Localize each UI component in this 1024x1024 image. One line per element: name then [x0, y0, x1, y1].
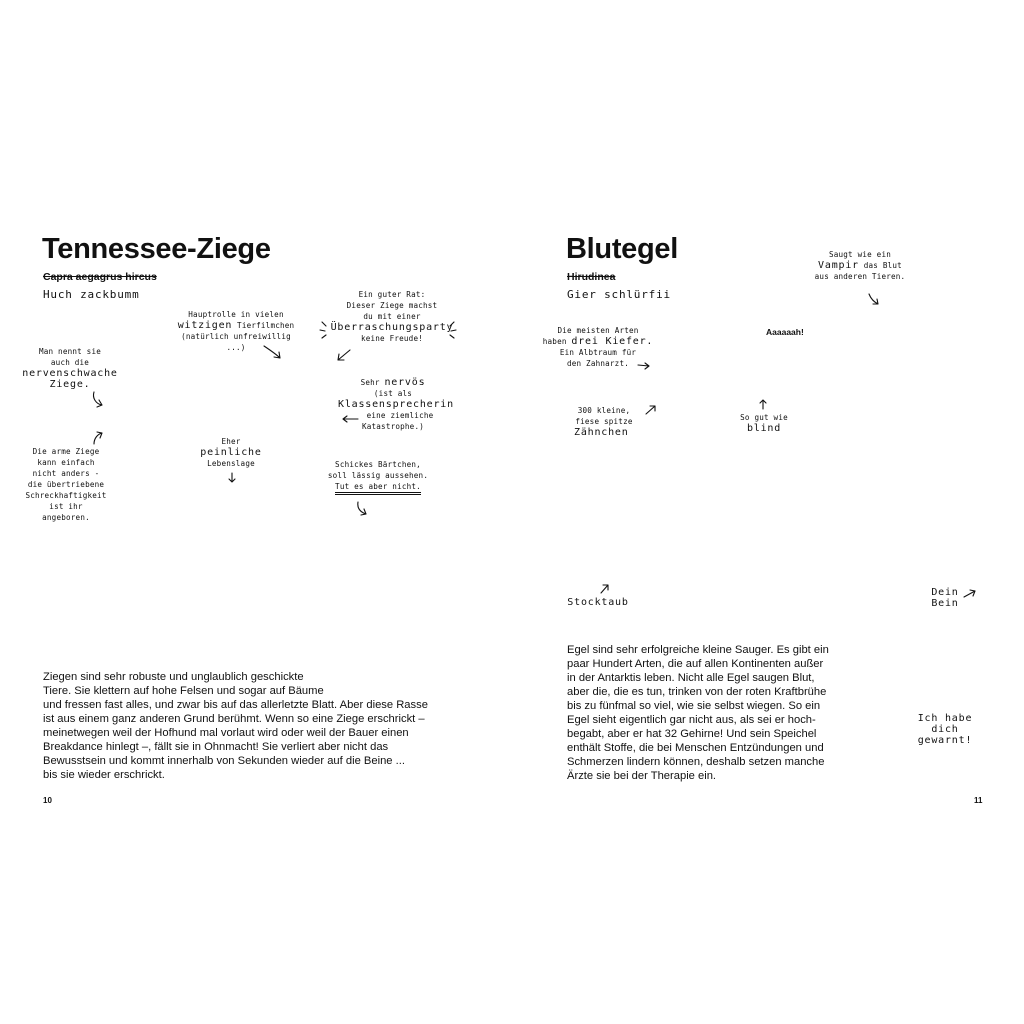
note-line: Dieser Ziege machst — [346, 301, 438, 310]
note-line: Saugt wie ein — [828, 250, 892, 259]
arrow-icon — [962, 588, 978, 600]
note-line: Ein Albtraum für — [559, 348, 637, 357]
note-line: das Blut — [863, 261, 902, 270]
note-line: aus anderen Tieren. — [814, 272, 906, 281]
body-line: bis sie wieder erschrickt. — [43, 769, 165, 781]
right-title: Blutegel — [566, 233, 678, 265]
note-line: 300 kleine, — [577, 406, 631, 415]
arrow-icon — [866, 292, 882, 308]
body-line: Egel sieht eigentlich gar nicht aus, als sei er hoch- — [567, 714, 816, 726]
note-line: Eher — [221, 437, 241, 446]
body-line: aber die, die es tun, trinken von der roten Kraftbrühe — [567, 686, 827, 698]
note-line: angeboren. — [42, 513, 90, 522]
note-line: Man nennt sie — [38, 347, 102, 356]
left-title: Tennessee-Ziege — [42, 233, 271, 265]
right-body-text — [567, 643, 829, 783]
note-line: ist ihr — [49, 502, 83, 511]
note-line: keine Freude! — [360, 334, 424, 343]
note-line: nicht anders - — [32, 469, 100, 478]
note-emphasis: witzigen — [177, 320, 233, 331]
page-number-left: 10 — [43, 796, 52, 805]
note-emphasis: nervös — [384, 377, 426, 388]
note-line: eine ziemliche — [366, 411, 434, 420]
note-emphasis: peinliche — [200, 447, 262, 458]
note-stocktaub: Stocktaub — [567, 597, 629, 608]
body-line: Breakdance hinlegt –, fällt sie in Ohnmacht! Sie verliert aber nicht das — [43, 741, 389, 753]
note-emphasis: Vampir — [818, 260, 859, 271]
note-emphasis: drei Kiefer. — [571, 336, 654, 347]
note-arme-ziege — [16, 446, 116, 523]
note-gewarnt — [908, 713, 982, 746]
arrow-icon — [90, 390, 108, 410]
note-line: Sehr — [360, 378, 380, 387]
body-line: meinetwegen weil der Hofhund mal vorlaut wird oder weil der Bauer einen — [43, 727, 409, 739]
arrow-icon — [644, 403, 658, 417]
note-baertchen — [318, 459, 438, 495]
left-nickname: Huch zackbumm — [43, 288, 140, 301]
note-line: haben — [542, 337, 567, 346]
note-line: soll lässig aussehen. — [327, 471, 429, 480]
note-underlined: Tut es aber nicht. — [335, 481, 421, 495]
arrow-icon — [340, 414, 360, 424]
body-line: Ziegen sind sehr robuste und unglaublich geschickte — [43, 671, 304, 683]
note-aaaah: Aaaaaah! — [766, 327, 804, 337]
note-nervenschwach — [22, 346, 118, 390]
body-line: paar Hundert Arten, die auf allen Kontinenten außer — [567, 658, 824, 670]
left-body-text — [43, 670, 428, 782]
note-emphasis: Klassensprecherin — [338, 399, 454, 410]
note-line: (ist als — [373, 389, 413, 398]
right-latin-name: Hirudinea — [567, 271, 616, 283]
note-line: fiese spitze — [575, 417, 633, 426]
note-line: Dein — [931, 587, 959, 598]
note-line: Katastrophe.) — [361, 422, 425, 431]
arrow-icon — [756, 397, 770, 411]
arrow-icon — [226, 472, 238, 484]
note-emphasis: Ziege. — [49, 379, 91, 390]
body-line: Tiere. Sie klettern auf hohe Felsen und sogar auf Bäume — [43, 685, 324, 697]
note-line: Hauptrolle in vielen — [188, 310, 284, 319]
body-line: bis zu fünfmal so viel, wie sie selbst wiegen. So ein — [567, 700, 821, 712]
body-line: Schmerzen lindern können, deshalb setzen manche — [567, 756, 825, 768]
note-line: Tierfilmchen — [237, 321, 295, 330]
note-line: die übertriebene — [27, 480, 105, 489]
note-line: auch die — [50, 358, 90, 367]
body-line: enthält Stoffe, die bei Menschen Entzündungen und — [567, 742, 824, 754]
note-line: Ich habe — [917, 713, 973, 724]
note-line: Die meisten Arten — [557, 326, 639, 335]
body-line: ist aus einem ganz anderen Grund berühmt. Wenn so eine Ziege erschrickt – — [43, 713, 425, 725]
note-line: du mit einer — [363, 312, 421, 321]
burst-lines-icon — [318, 318, 458, 344]
body-line: begabt, aber er hat 32 Gehirne! Und sein Speichel — [567, 728, 817, 740]
arrow-icon — [598, 582, 612, 596]
body-line: Egel sind sehr erfolgreiche kleine Sauger. Es gibt ein — [567, 644, 829, 656]
note-zaehnchen — [566, 405, 642, 438]
note-line: Schreckhaftigkeit — [25, 491, 107, 500]
note-line: dich — [931, 724, 959, 735]
note-line: Die arme Ziege — [32, 447, 100, 456]
note-line: (natürlich unfreiwillig ...) — [181, 332, 291, 352]
arrow-icon — [262, 344, 286, 362]
note-blind — [728, 412, 800, 434]
note-emphasis: blind — [746, 423, 782, 434]
page-number-right: 11 — [974, 796, 983, 805]
body-line: und fressen fast alles, und zwar bis auf das allerletzte Blatt. Aber diese Rasse — [43, 699, 428, 711]
note-line: Schickes Bärtchen, — [335, 460, 421, 469]
arrow-icon — [334, 348, 354, 364]
note-line: den Zahnarzt. — [566, 359, 630, 368]
arrow-icon — [636, 360, 652, 370]
body-line: Ärzte sie bei der Therapie ein. — [567, 770, 717, 782]
arrow-icon — [354, 500, 372, 518]
note-emphasis: Überraschungsparty — [330, 322, 454, 333]
note-line: Ein guter Rat: — [358, 290, 426, 299]
note-line: So gut wie — [740, 413, 788, 422]
note-emphasis: nervenschwache — [22, 368, 118, 379]
note-line: gewarnt! — [917, 735, 973, 746]
body-line: Bewusstsein und kommt innerhalb von Sekunden wieder auf die Beine ... — [43, 755, 405, 767]
note-line: Bein — [931, 598, 959, 609]
note-peinlich — [186, 436, 276, 469]
note-emphasis: Zähnchen — [574, 427, 629, 438]
left-latin-name: Capra aegagrus hircus — [43, 271, 157, 283]
note-line: kann einfach — [37, 458, 95, 467]
body-line: in der Antarktis leben. Nicht alle Egel saugen Blut, — [567, 672, 815, 684]
note-vampir — [800, 249, 920, 282]
right-nickname: Gier schlürfii — [567, 288, 671, 301]
note-line: Lebenslage — [207, 459, 255, 468]
